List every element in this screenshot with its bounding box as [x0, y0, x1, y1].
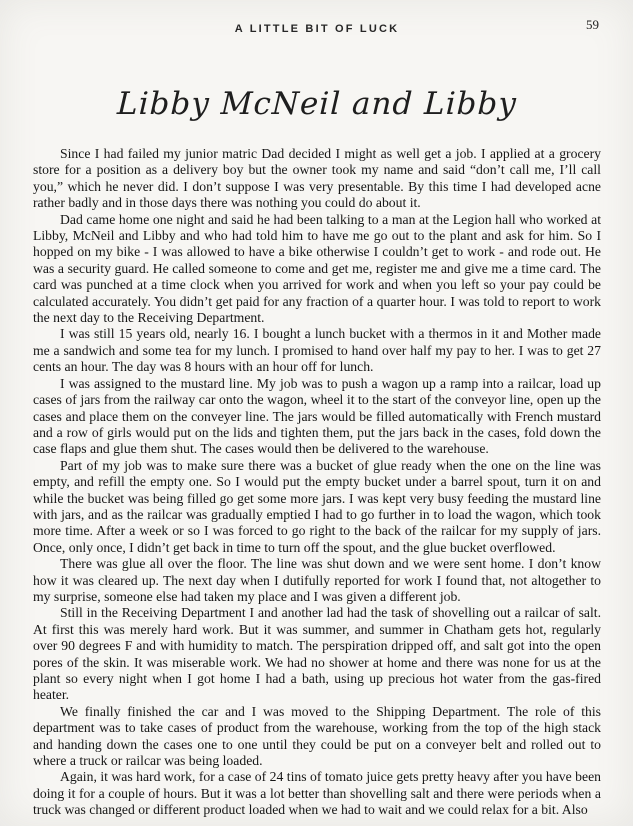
running-header: A LITTLE BIT OF LUCK [234, 23, 400, 35]
paragraph: Again, it was hard work, for a case of 24 tins of tomato juice gets pretty heavy after you have been doing it for a couple of hours. But it was a lot better than shovelling salt and there were periods when a truck was changed or different product loaded when we had to wait and we could relax for a bit. Also [33, 769, 601, 818]
page-content [33, 0, 601, 819]
page-number: 59 [586, 17, 599, 32]
paragraph: I was still 15 years old, nearly 16. I bought a lunch bucket with a thermos in it and Mother made me a sandwich and some tea for my lunch. I promised to hand over half my pay to her. I was to get 27 cents an hour. The day was 8 hours with an hour off for lunch. [33, 326, 601, 375]
page-header [33, 0, 601, 34]
paragraph: I was assigned to the mustard line. My job was to push a wagon up a ramp into a railcar, load up cases of jars from the railway car onto the wagon, wheel it to the start of the conveyor line, open up the cases and place them on the conveyer line. The jars would be filled automatically with French mustard and a row of girls would put on the lids and tighten them, put the jars back in the cases, fold down the case flaps and glue them shut. The cases would then be delivered to the warehouse. [33, 375, 601, 457]
chapter-title: Libby McNeil and Libby [116, 86, 518, 122]
paragraph: There was glue all over the floor. The line was shut down and we were sent home. I don’t know how it was cleared up. The next day when I dutifully reported for work I found that, not altogether to my surprise, someone else had taken my place and I was given a different job. [33, 556, 601, 604]
paragraph: Dad came home one night and said he had been talking to a man at the Legion hall who worked at Libby, McNeil and Libby and who had told him to have me go out to the plant and ask for him. So I hopped on my bike - I was allowed to have a bike otherwise I couldn’t get to work - and rode out. He was a security guard. He called someone to come and get me, register me and give me a time card. The card was punched at a time clock when you arrived for work and when you left so your pay could be calculated accurately. You didn’t get paid for any fraction of a quarter hour. I was told to report to work the next day to the Receiving Department. [33, 211, 601, 326]
body-text [33, 146, 601, 819]
paragraph: Still in the Receiving Department I and another lad had the task of shovelling out a railcar of salt. At first this was merely hard work. But it was summer, and summer in Chatham gets hot, regularly over 90 degrees F and with humidity to match. The perspiration dripped off, and salt got into the open pores of the skin. It was miserable work. We had no shower at home and there was none for us at the plant so every night when I got home I had a bath, using up precious hot water from the gas-fired heater. [33, 605, 601, 703]
paragraph: Since I had failed my junior matric Dad decided I might as well get a job. I applied at a grocery store for a position as a delivery boy but the owner took my name and said “don’t call me, I’ll call you,” which he never did. I don’t suppose I was very presentable. By this time I had developed acne rather badly and in those days there was nothing you could do about it. [33, 146, 601, 211]
paragraph: We finally finished the car and I was moved to the Shipping Department. The role of this department was to take cases of product from the warehouse, working from the top of the high stack and handing down the cases one to one until they could be put on a conveyer belt and rolled out to where a truck or railcar was being loaded. [33, 703, 601, 769]
paragraph: Part of my job was to make sure there was a bucket of glue ready when the one on the line was empty, and refill the empty one. So I would put the empty bucket under a barrel spout, turn it on and while the bucket was being filled go get some more jars. I was kept very busy feeding the mustard line with jars, and as the railcar was gradually emptied I had to go further in to load the wagon, which took more time. After a week or so I was forced to go right to the back of the railcar for my supply of jars. Once, only once, I didn’t get back in time to turn off the spout, and the glue bucket overflowed. [33, 457, 601, 555]
